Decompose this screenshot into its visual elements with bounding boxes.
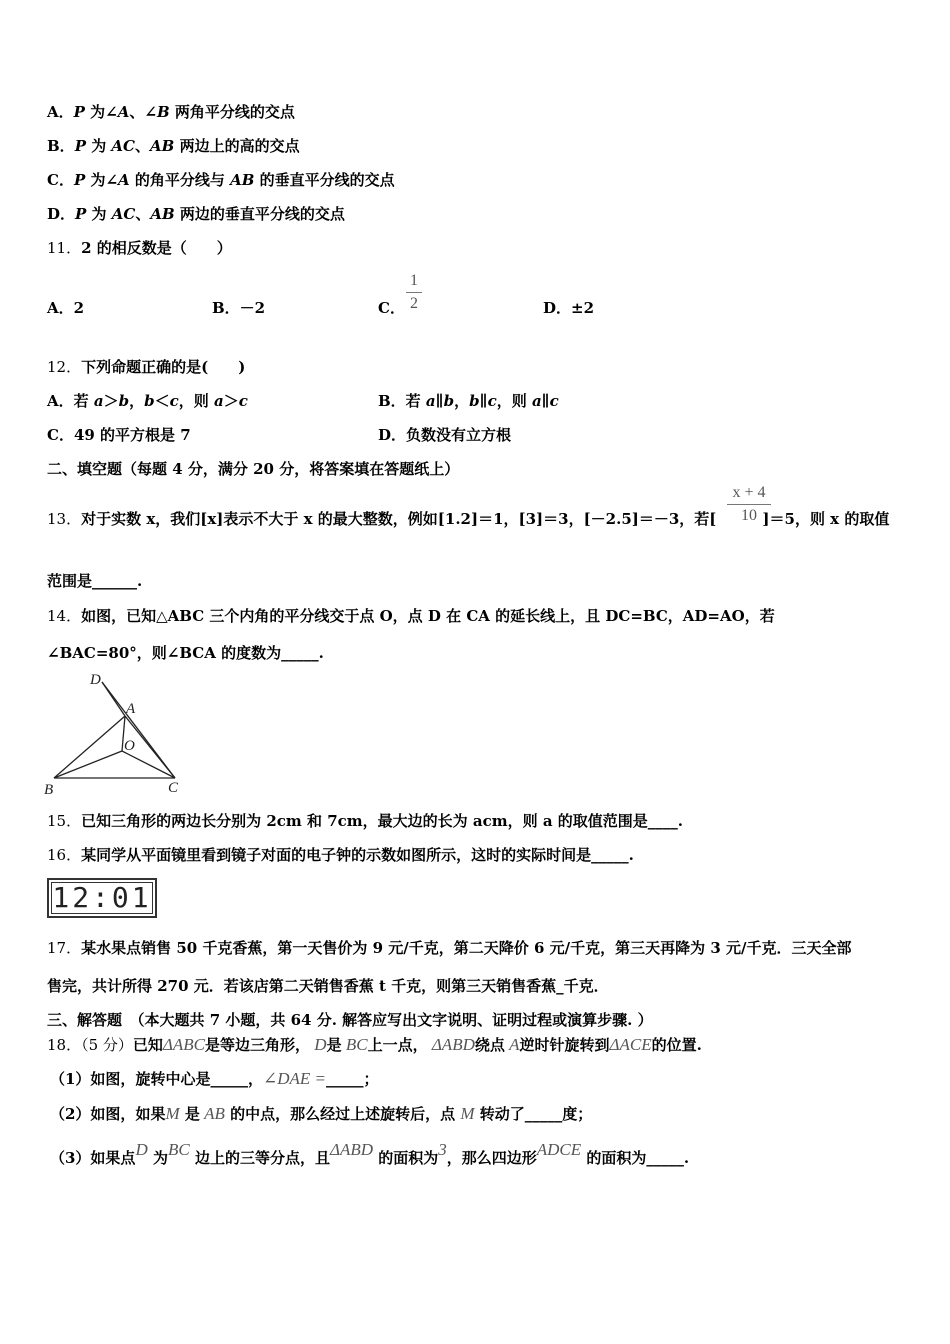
var: P bbox=[73, 171, 86, 189]
q14-line2: ∠BAC=80°，则∠BCA 的度数为_____. bbox=[47, 644, 324, 662]
q12-stem: 12．下列命题正确的是( ) bbox=[47, 358, 246, 376]
edge-dc bbox=[102, 682, 175, 778]
var: AB bbox=[150, 137, 175, 155]
clock-display: 12:01 bbox=[52, 881, 152, 914]
q11-option-a: A．2 bbox=[47, 299, 85, 317]
var: AC bbox=[111, 137, 135, 155]
edge-ba bbox=[54, 716, 125, 778]
var: A bbox=[118, 171, 130, 189]
point-label-o: O bbox=[124, 738, 135, 754]
q14-line1: 14．如图，已知△ABC 三个内角的平分线交于点 O，点 D 在 CA 的延长线上，且 DC=BC，AD=AO，若 bbox=[47, 607, 775, 625]
q16-clock bbox=[47, 878, 157, 918]
q18-part3: （3）如果点D 为BC 边上的三等分点，且ΔABD 的面积为3，那么四边形ADCE 的面积为_____. bbox=[50, 1140, 690, 1167]
q10-option-c: C．P 为∠A 的角平分线与 AB 的垂直平分线的交点 bbox=[47, 171, 395, 189]
q14-figure bbox=[40, 668, 190, 800]
q17-line2: 售完，共计所得 270 元．若该店第二天销售香蕉 t 千克，则第三天销售香蕉_千克． bbox=[47, 977, 609, 995]
section2-heading: 二、填空题（每题 4 分，满分 20 分，将答案填在答题纸上） bbox=[47, 460, 460, 478]
edge-bo bbox=[54, 751, 122, 778]
var: B bbox=[156, 103, 170, 121]
q17-line1: 17．某水果点销售 50 千克香蕉，第一天售价为 9 元/千克，第二天降价 6 元/千克，第三天再降为 3 元/千克．三天全部 bbox=[47, 939, 852, 957]
q12-option-a: A．若 a＞b，b＜c，则 a＞c bbox=[47, 392, 248, 410]
edge-oc bbox=[122, 751, 175, 778]
section3-heading: 三、解答题 （本大题共 7 小题，共 64 分. 解答应写出文字说明、证明过程或演算步骤. ） bbox=[47, 1011, 653, 1029]
q11-option-c: C． bbox=[378, 299, 405, 317]
var: P bbox=[73, 103, 85, 121]
var: AB bbox=[230, 171, 255, 189]
var: P bbox=[74, 137, 86, 155]
q10-option-d: D．P 为 AC、AB 两边的垂直平分线的交点 bbox=[47, 205, 345, 223]
q11-option-d: D．±2 bbox=[543, 299, 595, 317]
q10-option-b: B．P 为 AC、AB 两边上的高的交点 bbox=[47, 137, 300, 155]
q12-option-c: C．49 的平方根是 7 bbox=[47, 426, 191, 444]
point-label-c: C bbox=[168, 780, 179, 796]
q12-option-d: D．负数没有立方根 bbox=[378, 426, 512, 444]
q11-stem: 11．2 的相反数是（ ） bbox=[47, 239, 232, 257]
var: AC bbox=[111, 205, 136, 223]
q16: 16．某同学从平面镜里看到镜子对面的电子钟的示数如图所示，这时的实际时间是_____. bbox=[47, 846, 634, 864]
q13-line1: 13．对于实数 x，我们[x]表示不大于 x 的最大整数，例如[1.2]＝1，[3]＝3，[－2.5]＝－3，若[ ]＝5，则 x 的取值 bbox=[47, 510, 890, 528]
q15: 15．已知三角形的两边长分别为 2cm 和 7cm，最大边的长为 acm，则 a 的取值范围是____. bbox=[47, 812, 683, 830]
q12-option-b: B．若 a∥b，b∥c，则 a∥c bbox=[378, 392, 559, 410]
var: A bbox=[117, 103, 130, 121]
point-label-d: D bbox=[90, 672, 101, 688]
q18-stem: 18．（5 分）已知ΔABC是等边三角形， D是 BC上一点， ΔABD绕点 A逆时针旋转到ΔACE的位置. bbox=[47, 1035, 702, 1054]
q11-option-b: B．－2 bbox=[212, 299, 266, 317]
q18-part2: （2）如图，如果M 是 AB 的中点，那么经过上述旋转后，点 M 转动了_____度； bbox=[50, 1104, 593, 1123]
var: AB bbox=[150, 205, 175, 223]
q10-option-a: A．P 为∠A、∠B 两角平分线的交点 bbox=[47, 103, 295, 121]
point-label-a: A bbox=[126, 701, 136, 717]
q18-part1: （1）如图，旋转中心是_____，∠DAE =_____； bbox=[50, 1069, 379, 1088]
q13-line2: 范围是______. bbox=[47, 572, 143, 590]
point-label-b: B bbox=[44, 782, 54, 798]
q11-option-c-fraction: 1 2 bbox=[406, 272, 422, 313]
var: P bbox=[75, 205, 87, 223]
q13-fraction: x + 4 10 bbox=[727, 484, 771, 525]
